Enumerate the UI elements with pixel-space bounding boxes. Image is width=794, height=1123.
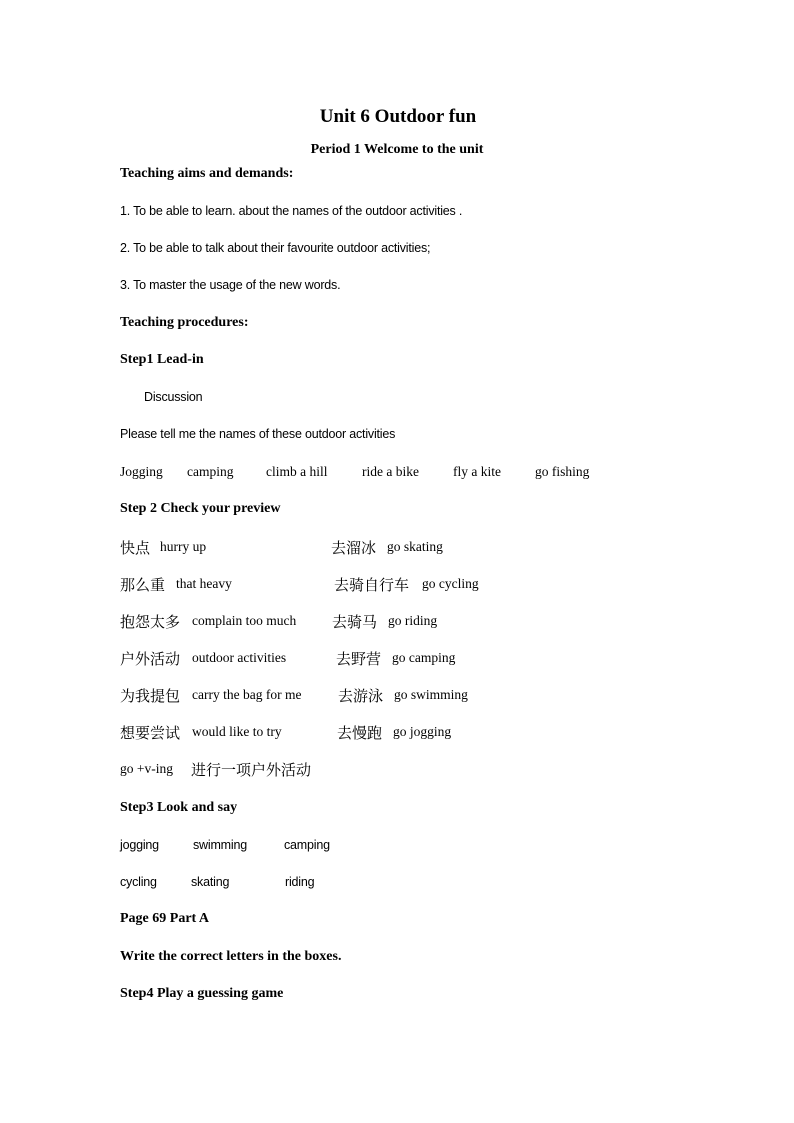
page-reference: Page 69 Part A [120,911,210,926]
procedures-heading: Teaching procedures: [120,315,249,330]
word-row [0,838,794,858]
word-item: skating [191,875,230,889]
vocab-zh: 快点 [120,539,151,557]
vocab-zh: 那么重 [120,576,166,594]
vocab-zh: 去溜冰 [331,539,377,557]
activity-item: fly a kite [453,464,501,479]
step1-heading: Step1 Lead-in [120,352,204,367]
vocab-row [0,759,794,781]
vocab-en: hurry up [160,539,207,554]
aim-item: 1. To be able to learn. about the names of the outdoor activities . [120,204,463,218]
activity-item: camping [187,464,234,479]
step1-prompt: Please tell me the names of these outdoor activities [120,427,396,441]
vocab-en: go camping [392,650,456,665]
vocab-en: that heavy [176,576,232,591]
word-row [0,875,794,895]
page-title: Unit 6 Outdoor fun [319,106,477,127]
vocab-en: go riding [388,613,438,628]
vocab-row [0,611,794,633]
vocab-en: go swimming [394,687,468,702]
step3-heading: Step3 Look and say [120,800,238,815]
vocab-zh: 去慢跑 [337,724,383,742]
activity-item: Jogging [120,464,163,479]
vocab-zh: 去野营 [336,650,382,668]
vocab-zh: 户外活动 [120,650,181,668]
vocab-en: go jogging [393,724,452,739]
word-item: riding [285,875,315,889]
aims-heading: Teaching aims and demands: [120,166,294,181]
activity-item: ride a bike [362,464,419,479]
vocab-zh: 为我提包 [120,687,181,705]
activity-item: climb a hill [266,464,328,479]
vocab-en: go skating [387,539,443,554]
vocab-zh: 进行一项户外活动 [191,761,312,779]
vocab-en: carry the bag for me [192,687,302,702]
vocab-zh: 去骑自行车 [334,576,410,594]
aim-item: 3. To master the usage of the new words. [120,278,341,292]
vocab-row [0,685,794,707]
discussion-label: Discussion [144,390,203,404]
vocab-en: would like to try [192,724,282,739]
word-item: cycling [120,875,157,889]
vocab-zh: 去骑马 [332,613,378,631]
word-item: swimming [193,838,247,852]
vocab-row [0,722,794,744]
vocab-zh: 抱怨太多 [120,613,181,631]
vocab-en: complain too much [192,613,297,628]
vocab-en: go +v-ing [120,761,173,776]
word-item: jogging [120,838,159,852]
word-item: camping [284,838,330,852]
aim-item: 2. To be able to talk about their favourite outdoor activities; [120,241,431,255]
activity-list [0,464,794,484]
vocab-row [0,648,794,670]
page-subtitle: Period 1 Welcome to the unit [310,142,484,157]
vocab-row [0,537,794,559]
step4-heading: Step4 Play a guessing game [120,986,284,1001]
vocab-zh: 去游泳 [338,687,384,705]
activity-item: go fishing [535,464,590,479]
vocab-zh: 想要尝试 [120,724,181,742]
vocab-row [0,574,794,596]
instruction: Write the correct letters in the boxes. [120,949,342,964]
vocab-en: go cycling [422,576,479,591]
step2-heading: Step 2 Check your preview [120,501,281,516]
vocab-en: outdoor activities [192,650,287,665]
